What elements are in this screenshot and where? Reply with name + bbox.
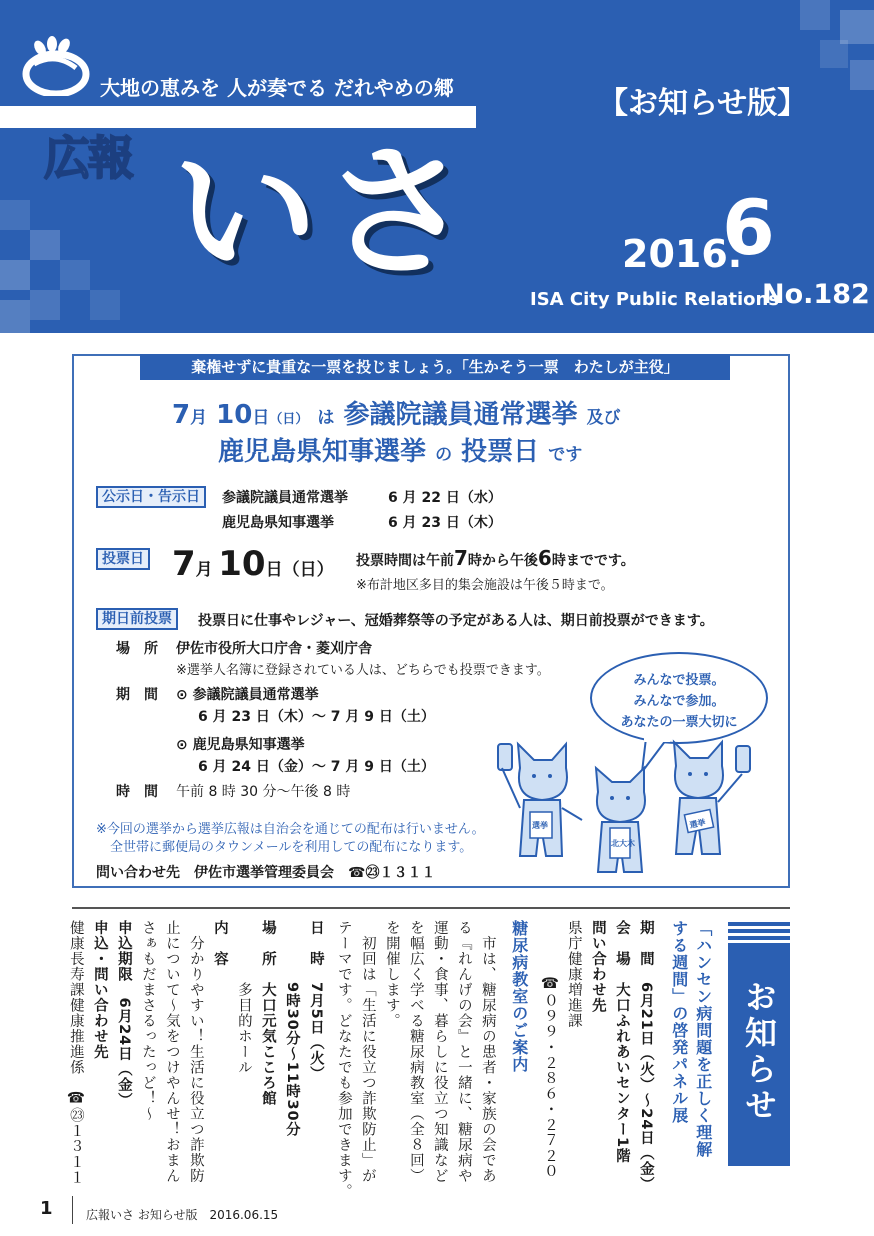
place-label: 場 所 [116,641,158,657]
diabetes-content3: さぁもだまさるったっど！～ [139,920,156,1122]
deco-square [90,290,120,320]
voting-hours-note: ※布計地区多目的集会施設は午後５時まで。 [356,578,614,593]
deco-square [0,300,30,333]
edition-label: 【お知らせ版】 [598,86,808,121]
announce-date-tag: 公示日・告示日 [96,486,206,508]
distribution-notice1: ※今回の選挙から選挙広報は自治会を通じての配布は行いません。 [96,822,485,837]
mascot-tag-1: 選挙 [532,821,548,830]
issue-year: 2016. [622,232,743,276]
diabetes-title: 糖尿病教室のご案内 [509,920,529,1073]
diabetes-contact-label: 申込・問い合わせ先 [91,920,108,1060]
footer-divider [72,1196,73,1224]
deco-square [60,260,90,290]
deco-square [0,260,30,290]
headline-oyobi: 及び [586,408,621,428]
speech-line2: みんなで参加。 [633,694,725,709]
hours-b: 時から午後 [467,553,538,569]
diabetes-content-label: 内 容 [211,920,228,967]
headline-day: 10 [216,400,253,430]
contact-label: 問い合わせ先 [96,865,180,881]
diabetes-date: 日 時 7月5日（火） [307,920,324,1082]
diabetes-content1: 分かりやすい！生活に役立つ詐欺防 [187,920,204,1184]
oshirase-label: お知らせ [740,980,778,1124]
voting-month: 7 [172,544,196,584]
issue-month: 6 [722,183,775,272]
early-voting-tag: 期日前投票 [96,608,178,630]
deco-square [850,60,874,90]
diabetes-place2: 多目的ホール [235,920,252,1075]
speech-bubble [590,652,768,744]
headline-ha: は [317,408,335,428]
deco-square [30,230,60,260]
contact-tel: ☎㉓１３１１ [348,865,436,881]
early-voting-desc: 投票日に仕事やレジャー、冠婚葬祭等の予定がある人は、期日前投票ができます。 [198,613,714,629]
diabetes-place: 場 所 大口元気こころ館 [259,920,276,1106]
deco-square [840,10,874,44]
diabetes-p5: を開催します。 [383,920,400,1029]
section-divider [72,907,790,909]
headline-election2: 鹿児島県知事選挙 [218,437,427,467]
hansen-title2: する週間」の啓発パネル展 [669,920,689,1124]
contact-org: 伊佐市選挙管理委員会 [194,865,334,881]
distribution-notice2: 全世帯に郵便局のタウンメールを利用しての配布になります。 [110,840,473,855]
headline-d: 日 [252,408,270,428]
headline-month: 7 [172,400,191,430]
hours-7: 7 [454,546,468,570]
diabetes-p2: る『れんげの会』と一緒に、糖尿病や [455,920,472,1184]
headline-dow: （日） [269,412,309,427]
time-value: 午前 8 時 30 分～午後 8 時 [176,784,351,800]
place-value: 伊佐市役所大口庁舎・菱刈庁舎 [176,641,372,657]
voting-day-tag: 投票日 [96,548,150,570]
period2-range: 6 月 24 日（金）～ 7 月 9 日（土） [198,759,435,775]
hansen-contact-label: 問い合わせ先 [589,920,606,1013]
city-slogan: 大地の恵みを 人が奏でる だれやめの郷 [100,76,454,100]
tab-stripes-icon [728,924,790,946]
period1-range: 6 月 23 日（木）～ 7 月 9 日（土） [198,709,435,725]
hours-6: 6 [537,546,552,570]
headline-no: の [435,445,453,465]
time-label: 時 間 [116,784,158,800]
deco-square [0,200,30,230]
period-label: 期 間 [116,687,158,703]
headline-desu: です [548,445,583,465]
headline-voting-day: 投票日 [461,437,540,467]
hours-a: 投票時間は午前 [356,553,454,569]
diabetes-contact: 健康長寿課健康推進係 ☎㉓１３１１ [67,920,84,1185]
footer-text: 広報いさ お知らせ版 2016.06.15 [86,1208,279,1222]
election-headline-line1 [172,394,621,431]
speech-line3: あなたの一票大切に [620,715,738,730]
voting-day-date [172,544,334,584]
period2-name: ⊙ 鹿児島県知事選挙 [176,737,305,753]
election-banner: 棄権せずに貴重な一票を投じましょう。「生かそう一票 わたしが主役」 [140,354,730,380]
city-emblem-icon [20,34,90,96]
issue-number: No.182 [762,279,870,310]
diabetes-deadline: 申込期限 6月24日（金） [115,920,132,1109]
deco-square [800,0,830,30]
mascot-characters-icon [490,738,760,878]
diabetes-p3: 運動・食事、暮らしに役立つ知識など [431,920,448,1184]
voting-hours [356,546,635,570]
voting-day-num: 10 [218,544,266,584]
mascot-tag-3: 選挙 [688,817,707,830]
diabetes-p4: を幅広く学べる糖尿病教室（全８回） [407,920,424,1184]
diabetes-time: 9時30分～11時30分 [283,920,300,1138]
hansen-period: 期 間 6月21日（火）～24日（金） [637,920,654,1193]
english-title: ISA City Public Relations [530,289,780,310]
hansen-place: 会 場 大口ふれあいセンター1階 [613,920,630,1164]
koho-label: 広報 [44,131,132,185]
deco-square [30,290,60,320]
diabetes-p1: 市は、糖尿病の患者・家族の会であ [479,920,496,1184]
announce-row2-name: 鹿児島県知事選挙 [222,515,334,531]
diabetes-p6: 初回は「生活に役立つ詐欺防止」が [359,920,376,1184]
election-headline-line2 [218,431,582,468]
headline-m: 月 [190,408,208,428]
diabetes-content2: 止について～気をつけやんせ！おまん [163,920,180,1184]
page-number: 1 [40,1198,53,1219]
announce-row1-name: 参議院議員通常選挙 [222,490,348,506]
announce-row1-date: 6 月 22 日（水） [388,490,502,506]
hansen-title1: 「ハンセン病問題を正しく理解 [693,920,713,1158]
place-note: ※選挙人名簿に登録されている人は、どちらでも投票できます。 [176,663,550,678]
voting-m: 月 [195,560,213,580]
hansen-contact-org: 県庁健康増進課 [565,920,582,1029]
deco-square [820,40,848,68]
hansen-contact-tel: ☎０９９・２８６・２７２０ [541,976,558,1179]
mascot-tag-2: 北大木 [611,839,635,848]
election-contact [96,862,435,882]
voting-dow: （日） [282,560,334,580]
hours-c: 時までです。 [551,553,635,569]
speech-line1: みんなで投票。 [633,673,725,688]
headline-election1: 参議院議員通常選挙 [343,400,578,430]
announce-row2-date: 6 月 23 日（木） [388,515,502,531]
diabetes-p7: テーマです。どなたでも参加できます。 [335,920,352,1199]
voting-d: 日 [265,560,283,580]
publication-title: いさ [172,128,476,298]
period1-name: ⊙ 参議院議員通常選挙 [176,687,319,703]
